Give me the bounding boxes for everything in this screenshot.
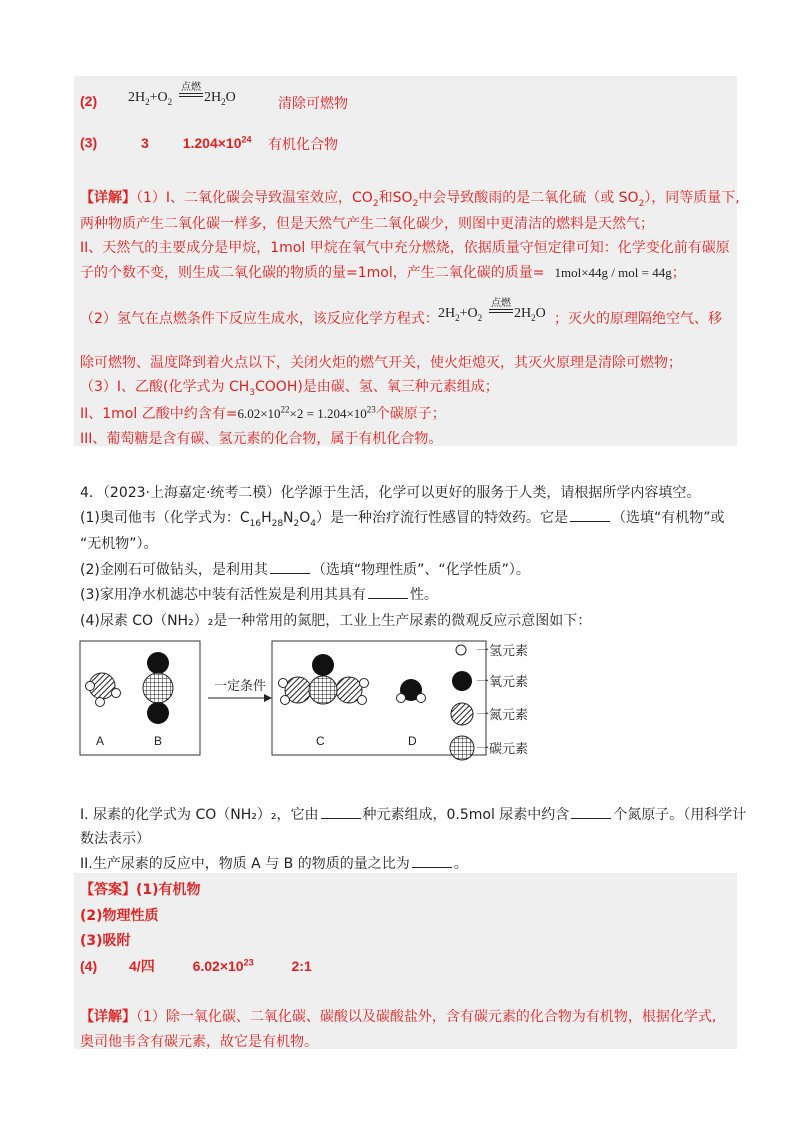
label-a: A: [96, 734, 105, 748]
answer-blank[interactable]: [321, 806, 361, 819]
detail-line: 奥司他韦含有碳元素，故它是有机物。: [80, 1034, 318, 1050]
answer-blank[interactable]: [368, 586, 408, 599]
equation-product: $2H_2O$: [514, 306, 546, 323]
legend-oxygen: 一氧元素: [476, 674, 529, 689]
answer-item-2: (2): [80, 93, 98, 109]
answer-blank[interactable]: [571, 806, 611, 819]
question-line: (2)金刚石可做钻头，是利用其 （选填“物理性质”、“化学性质”）。: [80, 562, 530, 578]
detail-line: 【详解】（1）I、二氧化碳会导致温室效应，$CO_2$和$SO_2$中会导致酸雨的是二氧化硫（或 $SO_2$），同等质量下,: [80, 190, 740, 209]
answer-text: 有机化合物: [268, 137, 338, 153]
equation-h2-o2: $2H_2+O_2$: [438, 306, 483, 323]
equation-condition: 点燃: [491, 298, 511, 309]
label-b: B: [154, 734, 163, 748]
answer-text: 清除可燃物: [278, 96, 348, 112]
answer-blank[interactable]: [412, 855, 452, 868]
legend-nitrogen: 一氮元素: [476, 707, 529, 722]
legend-carbon: 一碳元素: [476, 741, 529, 756]
equation-bar: [489, 312, 513, 313]
answer-line: (2)物理性质: [80, 908, 159, 924]
answer-line: (4) 4/四 $6.02\times 10^{23}$ 2:1: [80, 957, 312, 974]
detail-line: （2）氢气在点燃条件下反应生成水，该反应化学方程式：: [80, 311, 439, 327]
answer-blank[interactable]: [270, 561, 310, 574]
detail-line: （3）I、乙酸(化学式为 $CH_3COOH$)是由碳、氢、氧三种元素组成；: [80, 379, 499, 398]
molecule-c: [279, 654, 369, 705]
label-c: C: [316, 734, 325, 748]
answer-item-3: (3) 3 $1.204\times 10^{24}$: [80, 134, 252, 151]
legend-hydrogen: 一氢元素: [476, 643, 529, 658]
equation-condition: 点燃: [181, 82, 201, 93]
detail-line: 【详解】（1）除一氧化碳、二氧化碳、碳酸以及碳酸盐外，含有碳元素的化合物为有机物，根据化学式,: [80, 1009, 717, 1025]
reaction-diagram: [78, 638, 598, 768]
question-line: “无机物”）。: [80, 536, 158, 552]
question-line: (3)家用净水机滤芯中装有活性炭是利用其具有 性。: [80, 587, 438, 603]
molecule-b: [143, 652, 173, 724]
question-4-title: 4．（2023·上海嘉定·统考二模）化学源于生活，化学可以更好的服务于人类，请根据所学内容填空。: [80, 485, 701, 501]
label-d: D: [408, 734, 417, 748]
answer-line: (3)吸附: [80, 933, 131, 949]
molecule-d: [397, 679, 426, 703]
detail-line: 两种物质产生二氧化碳一样多，但是天然气产生二氧化碳少，则图中更清洁的燃料是天然气；: [80, 216, 654, 232]
equation-product: $2H_2O$: [204, 90, 236, 107]
legend: [450, 643, 528, 760]
question-line: I. 尿素的化学式为 CO（NH₂）₂，它由 种元素组成，0.5mol 尿素中约含 个氮原子。（用科学计: [80, 807, 747, 823]
question-line: (1)奥司他韦（化学式为：$C_{16}H_{28}N_2O_4$）是一种治疗流行性感冒的特效药。它是 （选填“有机物”或: [80, 510, 725, 529]
question-line: (4)尿素 CO（NH₂）₂是一种常用的氮肥，工业上生产尿素的微观反应示意图如下：: [80, 613, 592, 629]
question-line: II.生产尿素的反应中，物质 A 与 B 的物质的量之比为 。: [80, 856, 468, 872]
question-line: 数法表示）: [80, 831, 150, 847]
detail-line: ；灭火的原理隔绝空气、移: [554, 311, 722, 327]
equation-bar: [179, 96, 203, 97]
detail-line: III、葡萄糖是含有碳、氢元素的化合物，属于有机化合物。: [80, 431, 443, 447]
molecule-a: [86, 673, 121, 707]
equation-bar: [489, 309, 513, 310]
detail-line: II、天然气的主要成分是甲烷，1mol 甲烷在氧气中充分燃烧，依据质量守恒定律可知：化学变化前有碳原: [80, 240, 730, 256]
equation-h2-o2: $2H_2+O_2$: [128, 90, 173, 107]
arrow-label: 一定条件: [214, 678, 267, 693]
answer-blank[interactable]: [570, 509, 610, 522]
detail-line: 除可燃物、温度降到着火点以下，关闭火炬的燃气开关，使火炬熄灭，其灭火原理是清除可燃物；: [80, 355, 682, 371]
detail-line: II、1mol 乙酸中约含有$=6.02\times 10^{22}\times 2 = 1.204\times 10^{23}$个碳原子；: [80, 404, 446, 422]
equation-bar: [179, 93, 203, 94]
detail-line: 子的个数不变，则生成二氧化碳的物质的量=1mol，产生二氧化碳的质量= 1mol×44g / mol = 44g；: [80, 265, 686, 281]
answer-line: 【答案】(1)有机物: [80, 882, 201, 898]
